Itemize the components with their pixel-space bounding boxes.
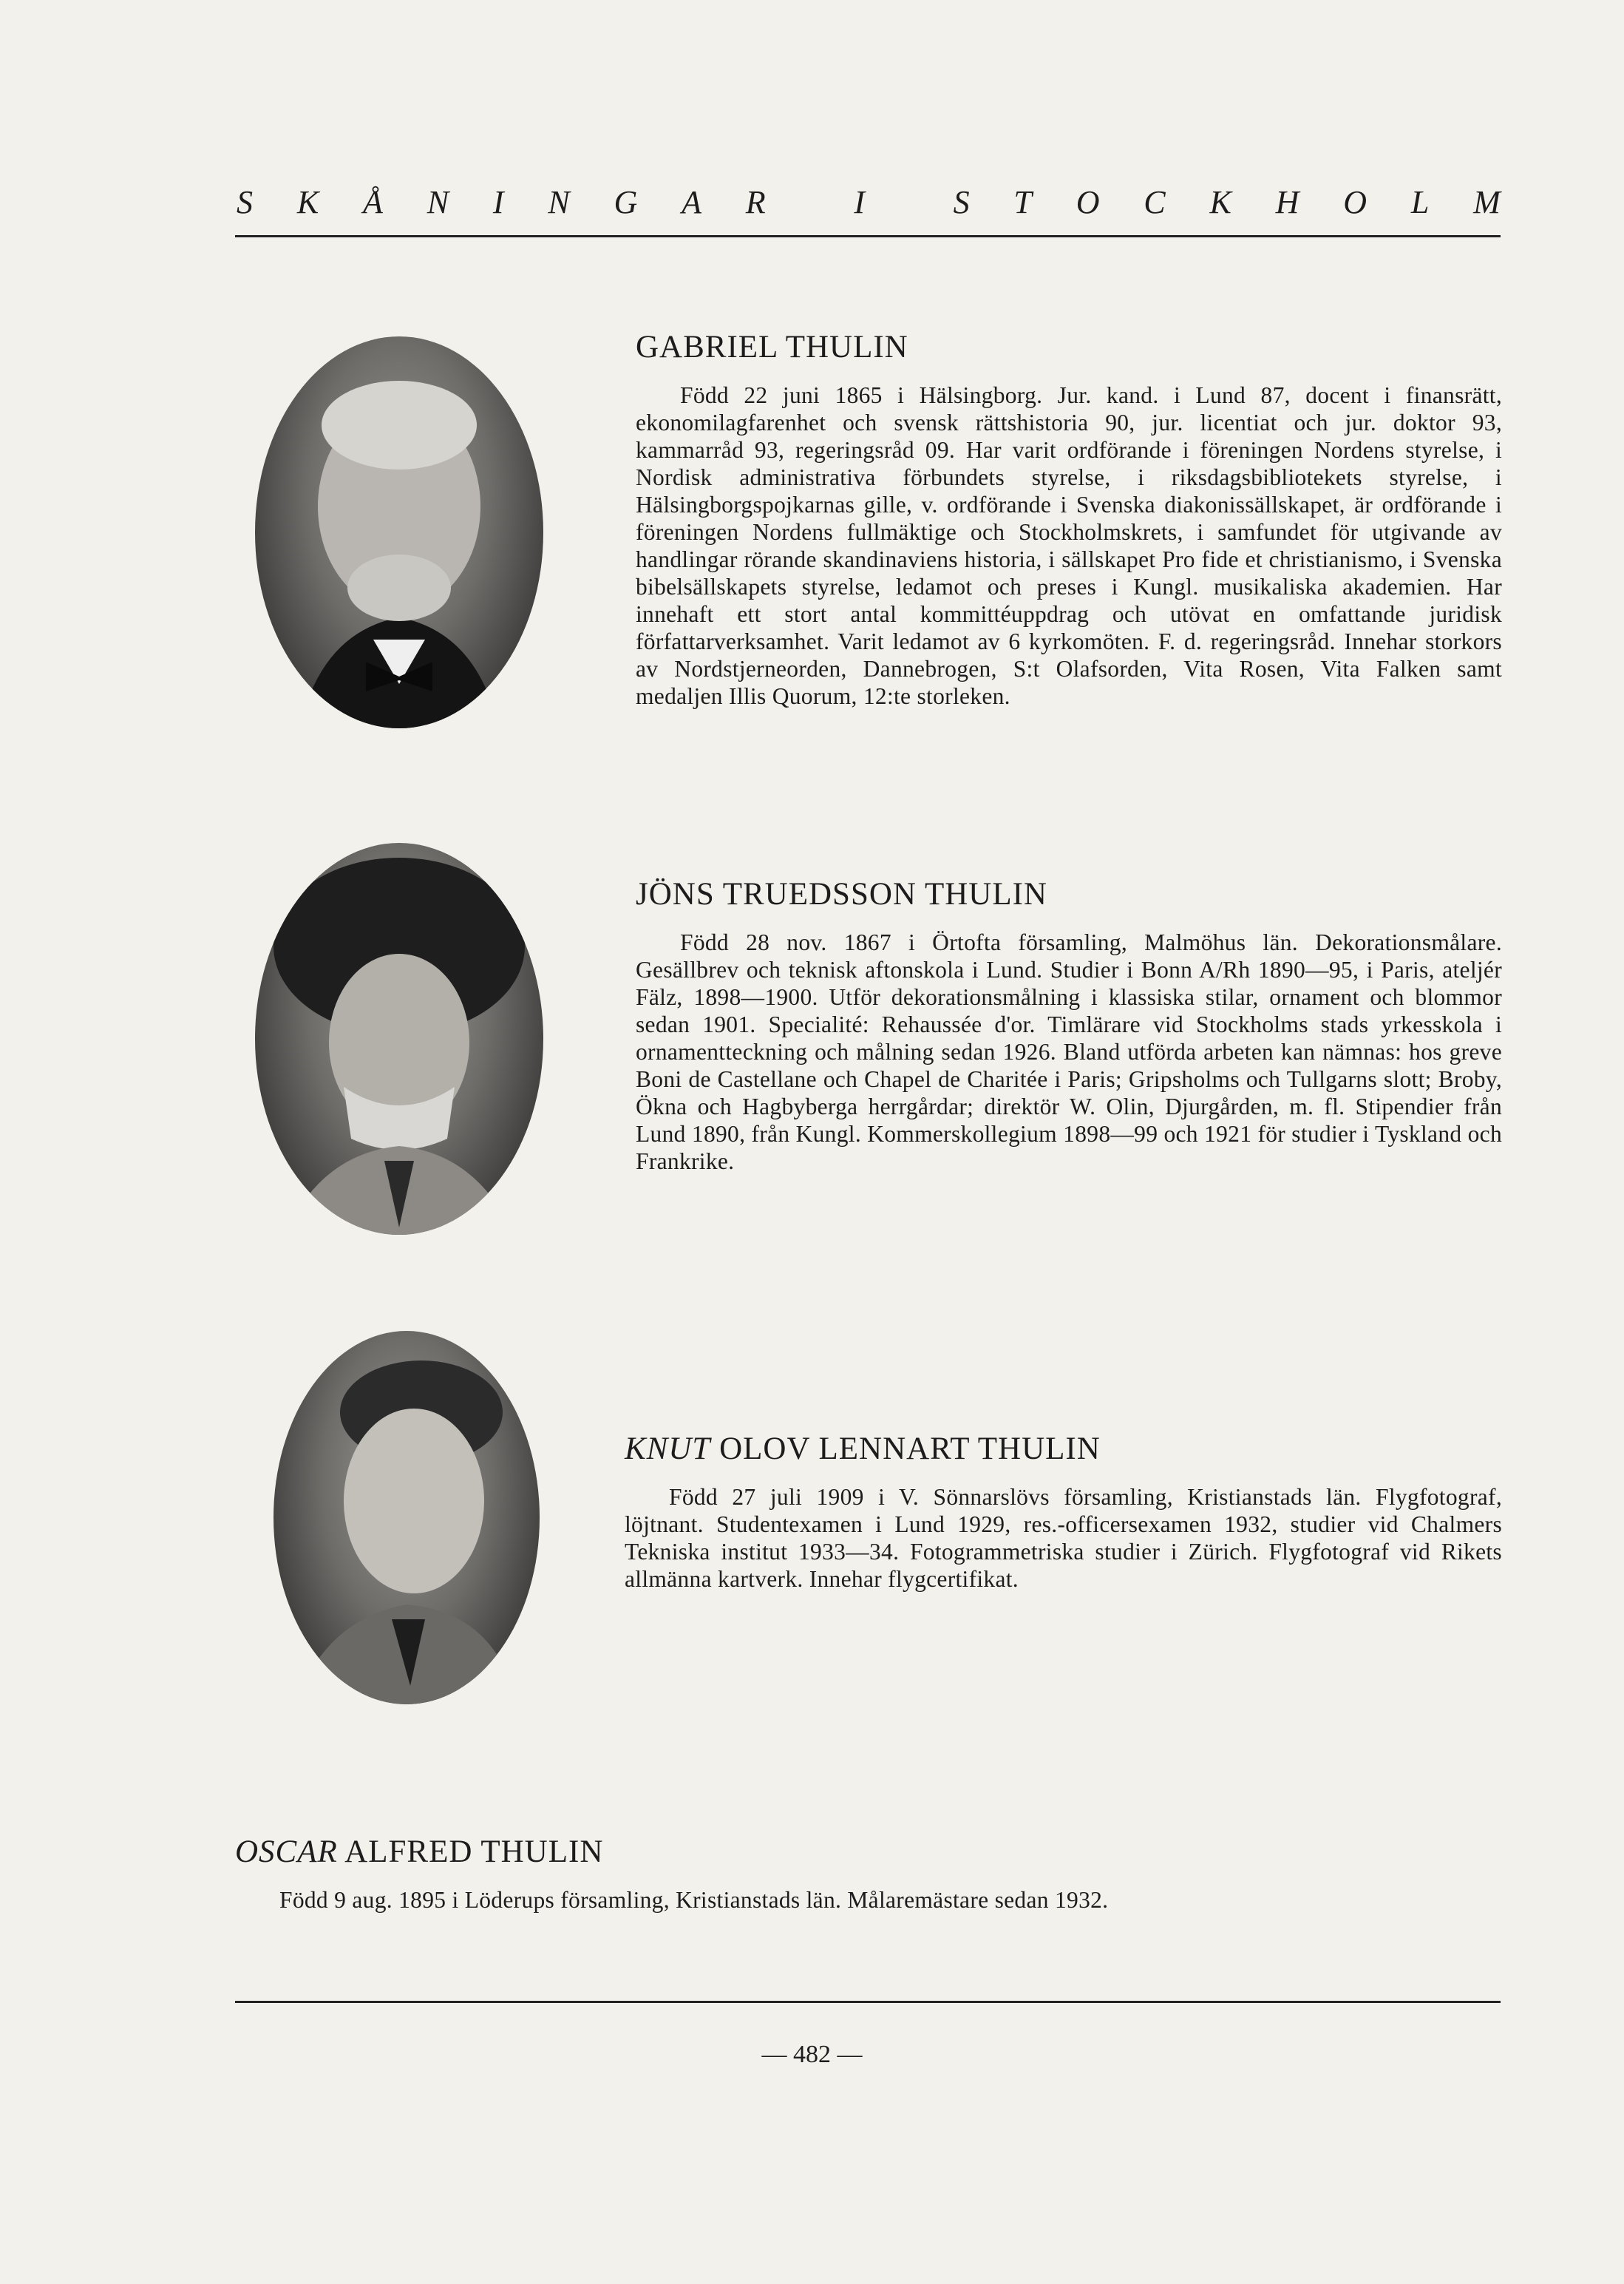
person-name [636, 329, 1502, 365]
person-name [235, 1834, 1501, 1870]
name-part: GABRIEL THULIN [636, 330, 908, 365]
biography-text: Född 28 nov. 1867 i Örtofta församling, Malmöhus län. Dekorationsmålare. Gesällbrev och teknisk aftonskola i Lund. Studier i Bonn A/Rh 1890—95, i Paris, ateljér Fälz, 1898—1900. Utför dekorationsmålning i klassiska stilar, ornament och blommor sedan 1901. Specialité: Rehaussée d'or. Timlärare vid Stockholms stads yrkesskola i ornamentteckning och målning sedan 1926. Bland utförda arbeten kan nämnas: hos greve Boni de Castellane och Chapel de Charitée i Paris; Gripsholms och Tullgarns slott; Broby, Ökna och Hagbyberga herrgårdar; direktör W. Olin, Djurgården, m. fl. Stipendier från Lund 1890, från Kungl. Kommerskollegium 1898—99 och 1921 för studier i Tyskland och Frankrike. [636, 929, 1502, 1174]
footer-rule [235, 2001, 1501, 2003]
header-letter: L [1410, 184, 1430, 220]
header-letter: O [1343, 184, 1368, 220]
header-letter: R [745, 184, 766, 220]
header-letter: S [953, 184, 970, 220]
entry-jons-truedsson-thulin [636, 876, 1502, 1175]
portrait-photo-knut [274, 1331, 540, 1704]
name-italic-part: KNUT [625, 1431, 711, 1466]
person-name [625, 1431, 1502, 1467]
header-letter: M [1473, 184, 1501, 220]
biography-text: Född 22 juni 1865 i Hälsingborg. Jur. kand. i Lund 87, docent i finansrätt, ekonomilagfarenhet och svensk rättshistoria 90, jur. licentiat och jur. doktor 93, kammarråd 93, regeringsråd 09. Har varit ordförande i föreningen Nordens styrelse, i Nordisk administrativa förbundets styrelse, i riksdagsbibliotekets styrelse, i Hälsingborgspojkarnas gille, v. ordförande i Svenska diakonissällskapet, är ordförande i föreningen Nordens fullmäktige och Stockholmskrets, i samfundet för utgivande av handlingar rörande skandinaviens historia, i sällskapet Pro fide et christianismo, i Svenska bibelsällskapets styrelse, ledamot och preses i Kungl. musikaliska akademien. Har innehaft ett stort antal kommittéuppdrag och utövat en omfattande juridisk författarverksamhet. Varit ledamot av 6 kyrkomöten. F. d. regeringsråd. Innehar storkors av Nordstjerneorden, Dannebrogen, S:t Olafsorden, Vita Rosen, Vita Falken samt medaljen Illis Quorum, 12:te storleken. [636, 382, 1502, 709]
header-letter: G [614, 184, 638, 220]
header-letter: H [1275, 184, 1299, 220]
header-letter: K [296, 184, 319, 220]
name-part: OLOV LENNART THULIN [710, 1431, 1101, 1466]
entry-knut-thulin [625, 1431, 1502, 1593]
biography-text: Född 27 juli 1909 i V. Sönnarslövs församling, Kristianstads län. Flygfotograf, löjtnant. Studentexamen i Lund 1929, res.-officersexamen 1932, studier vid Chalmers Tekniska institut 1933—34. Fotogrammetriska studier i Zürich. Flygfotograf vid Rikets allmänna kartverk. Innehar flygcertifikat. [625, 1484, 1502, 1592]
header-letter: S [237, 184, 253, 220]
name-part: JÖNS TRUEDSSON THULIN [636, 877, 1047, 912]
name-italic-part: OSCAR [235, 1834, 338, 1869]
header-letter: I [492, 184, 504, 220]
header-letter: A [682, 184, 701, 220]
header-letter: Å [362, 184, 383, 220]
header-rule [235, 235, 1501, 237]
page-number: — 482 — [761, 2041, 863, 2068]
entry-oscar-thulin [235, 1834, 1501, 1914]
header-letter: K [1209, 184, 1231, 220]
portrait-photo-jons [255, 843, 543, 1235]
header-letter: C [1144, 184, 1166, 220]
header-letter: N [548, 184, 570, 220]
header-letter: O [1076, 184, 1100, 220]
header-letter: T [1013, 184, 1032, 220]
header-letter: N [427, 184, 449, 220]
biography-text: Född 9 aug. 1895 i Löderups församling, Kristianstads län. Målaremästare sedan 1932. [279, 1887, 1109, 1913]
header-letter: I [854, 184, 865, 220]
name-part: ALFRED THULIN [337, 1834, 604, 1869]
person-name [636, 876, 1502, 912]
running-header [237, 183, 1501, 221]
portrait-photo-gabriel [255, 336, 543, 728]
entry-gabriel-thulin [636, 329, 1502, 710]
